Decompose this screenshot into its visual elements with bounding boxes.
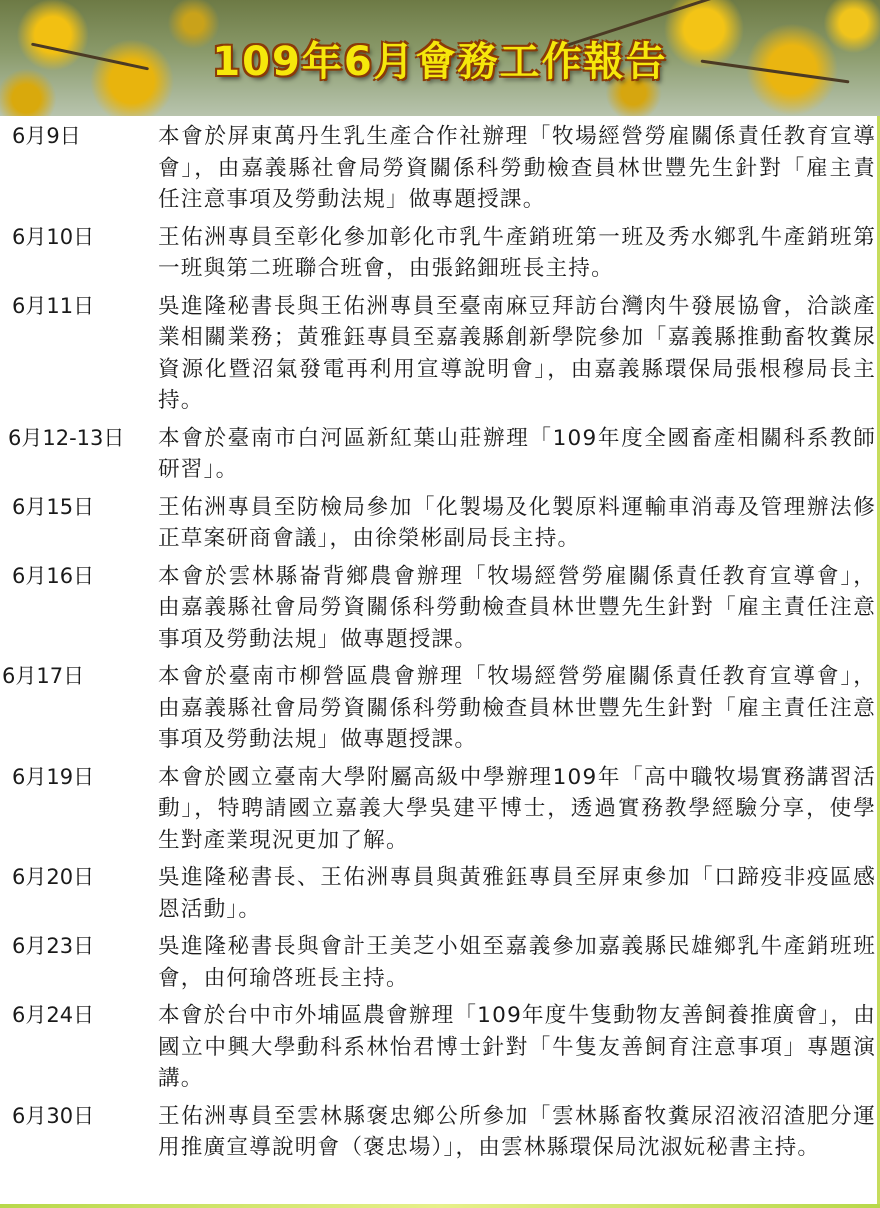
entry-date: 6月15日 xyxy=(12,494,95,519)
list-item xyxy=(0,931,880,994)
list-item xyxy=(0,762,880,857)
entry-text: 本會於臺南市柳營區農會辦理「牧場經營勞雇關係責任教育宣導會」，由嘉義縣社會局勞資關係科勞動檢查員林世豐先生針對「雇主責任注意事項及勞動法規」做專題授課。 xyxy=(158,664,876,752)
bottom-decoration xyxy=(0,1204,880,1208)
entry-date: 6月30日 xyxy=(12,1103,95,1128)
report-entries xyxy=(0,121,880,1170)
list-item xyxy=(0,492,880,555)
entry-text: 王佑洲專員至彰化參加彰化市乳牛產銷班第一班及秀水鄉乳牛產銷班第一班與第二班聯合班會，由張銘鈿班長主持。 xyxy=(158,224,876,281)
entry-text: 本會於台中市外埔區農會辦理「109年度牛隻動物友善飼養推廣會」，由國立中興大學動科系林怡君博士針對「牛隻友善飼育注意事項」專題演講。 xyxy=(158,1003,876,1091)
entry-text: 本會於屏東萬丹生乳生產合作社辦理「牧場經營勞雇關係責任教育宣導會」，由嘉義縣社會局勞資關係科勞動檢查員林世豐先生針對「雇主責任注意事項及勞動法規」做專題授課。 xyxy=(158,124,876,212)
entry-date: 6月17日 xyxy=(2,664,85,688)
list-item xyxy=(0,121,880,216)
entry-text: 吳進隆秘書長與王佑洲專員至臺南麻豆拜訪台灣肉牛發展協會，洽談產業相關業務；黃雅鈺專員至嘉義縣創新學院參加「嘉義縣推動畜牧糞尿資源化暨沼氣發電再利用宣導說明會」，由嘉義縣環保局張根穆局長主持。 xyxy=(158,293,876,413)
entry-text: 本會於雲林縣崙背鄉農會辦理「牧場經營勞雇關係責任教育宣導會」，由嘉義縣社會局勞資關係科勞動檢查員林世豐先生針對「雇主責任注意事項及勞動法規」做專題授課。 xyxy=(158,563,876,652)
entry-text: 王佑洲專員至雲林縣褒忠鄉公所參加「雲林縣畜牧糞尿沼液沼渣肥分運用推廣宣導說明會（褒忠場）」，由雲林縣環保局沈淑妧秘書主持。 xyxy=(158,1103,876,1160)
entry-date: 6月19日 xyxy=(12,764,95,789)
entry-text: 王佑洲專員至防檢局參加「化製場及化製原料運輸車消毒及管理辦法修正草案研商會議」，由徐榮彬副局長主持。 xyxy=(158,494,876,551)
entry-text: 吳進隆秘書長、王佑洲專員與黃雅鈺專員至屏東參加「口蹄疫非疫區感恩活動」。 xyxy=(158,865,876,922)
entry-date: 6月20日 xyxy=(12,865,95,889)
entry-date: 6月24日 xyxy=(12,1003,95,1027)
entry-text: 吳進隆秘書長與會計王美芝小姐至嘉義參加嘉義縣民雄鄉乳牛產銷班班會，由何瑜啓班長主持。 xyxy=(158,934,876,991)
list-item xyxy=(0,661,880,756)
list-item xyxy=(0,423,880,486)
list-item xyxy=(0,222,880,285)
entry-date: 6月9日 xyxy=(12,124,81,148)
page-title: 109年6月會務工作報告 xyxy=(212,39,668,85)
entry-date: 6月11日 xyxy=(12,293,95,318)
list-item xyxy=(0,1000,880,1095)
entry-text: 本會於國立臺南大學附屬高級中學辦理109年「高中職牧場實務講習活動」，特聘請國立嘉義大學吳建平博士，透過實務教學經驗分享，使學生對產業現況更加了解。 xyxy=(158,764,876,853)
header-banner xyxy=(0,0,880,116)
entry-date: 6月10日 xyxy=(12,224,95,249)
list-item xyxy=(0,291,880,417)
entry-date: 6月12-13日 xyxy=(8,425,125,450)
entry-text: 本會於臺南市白河區新紅葉山莊辦理「109年度全國畜產相關科系教師研習」。 xyxy=(158,425,876,482)
list-item xyxy=(0,862,880,925)
list-item xyxy=(0,1101,880,1164)
entry-date: 6月16日 xyxy=(12,563,95,588)
entry-date: 6月23日 xyxy=(12,934,95,958)
list-item xyxy=(0,561,880,656)
